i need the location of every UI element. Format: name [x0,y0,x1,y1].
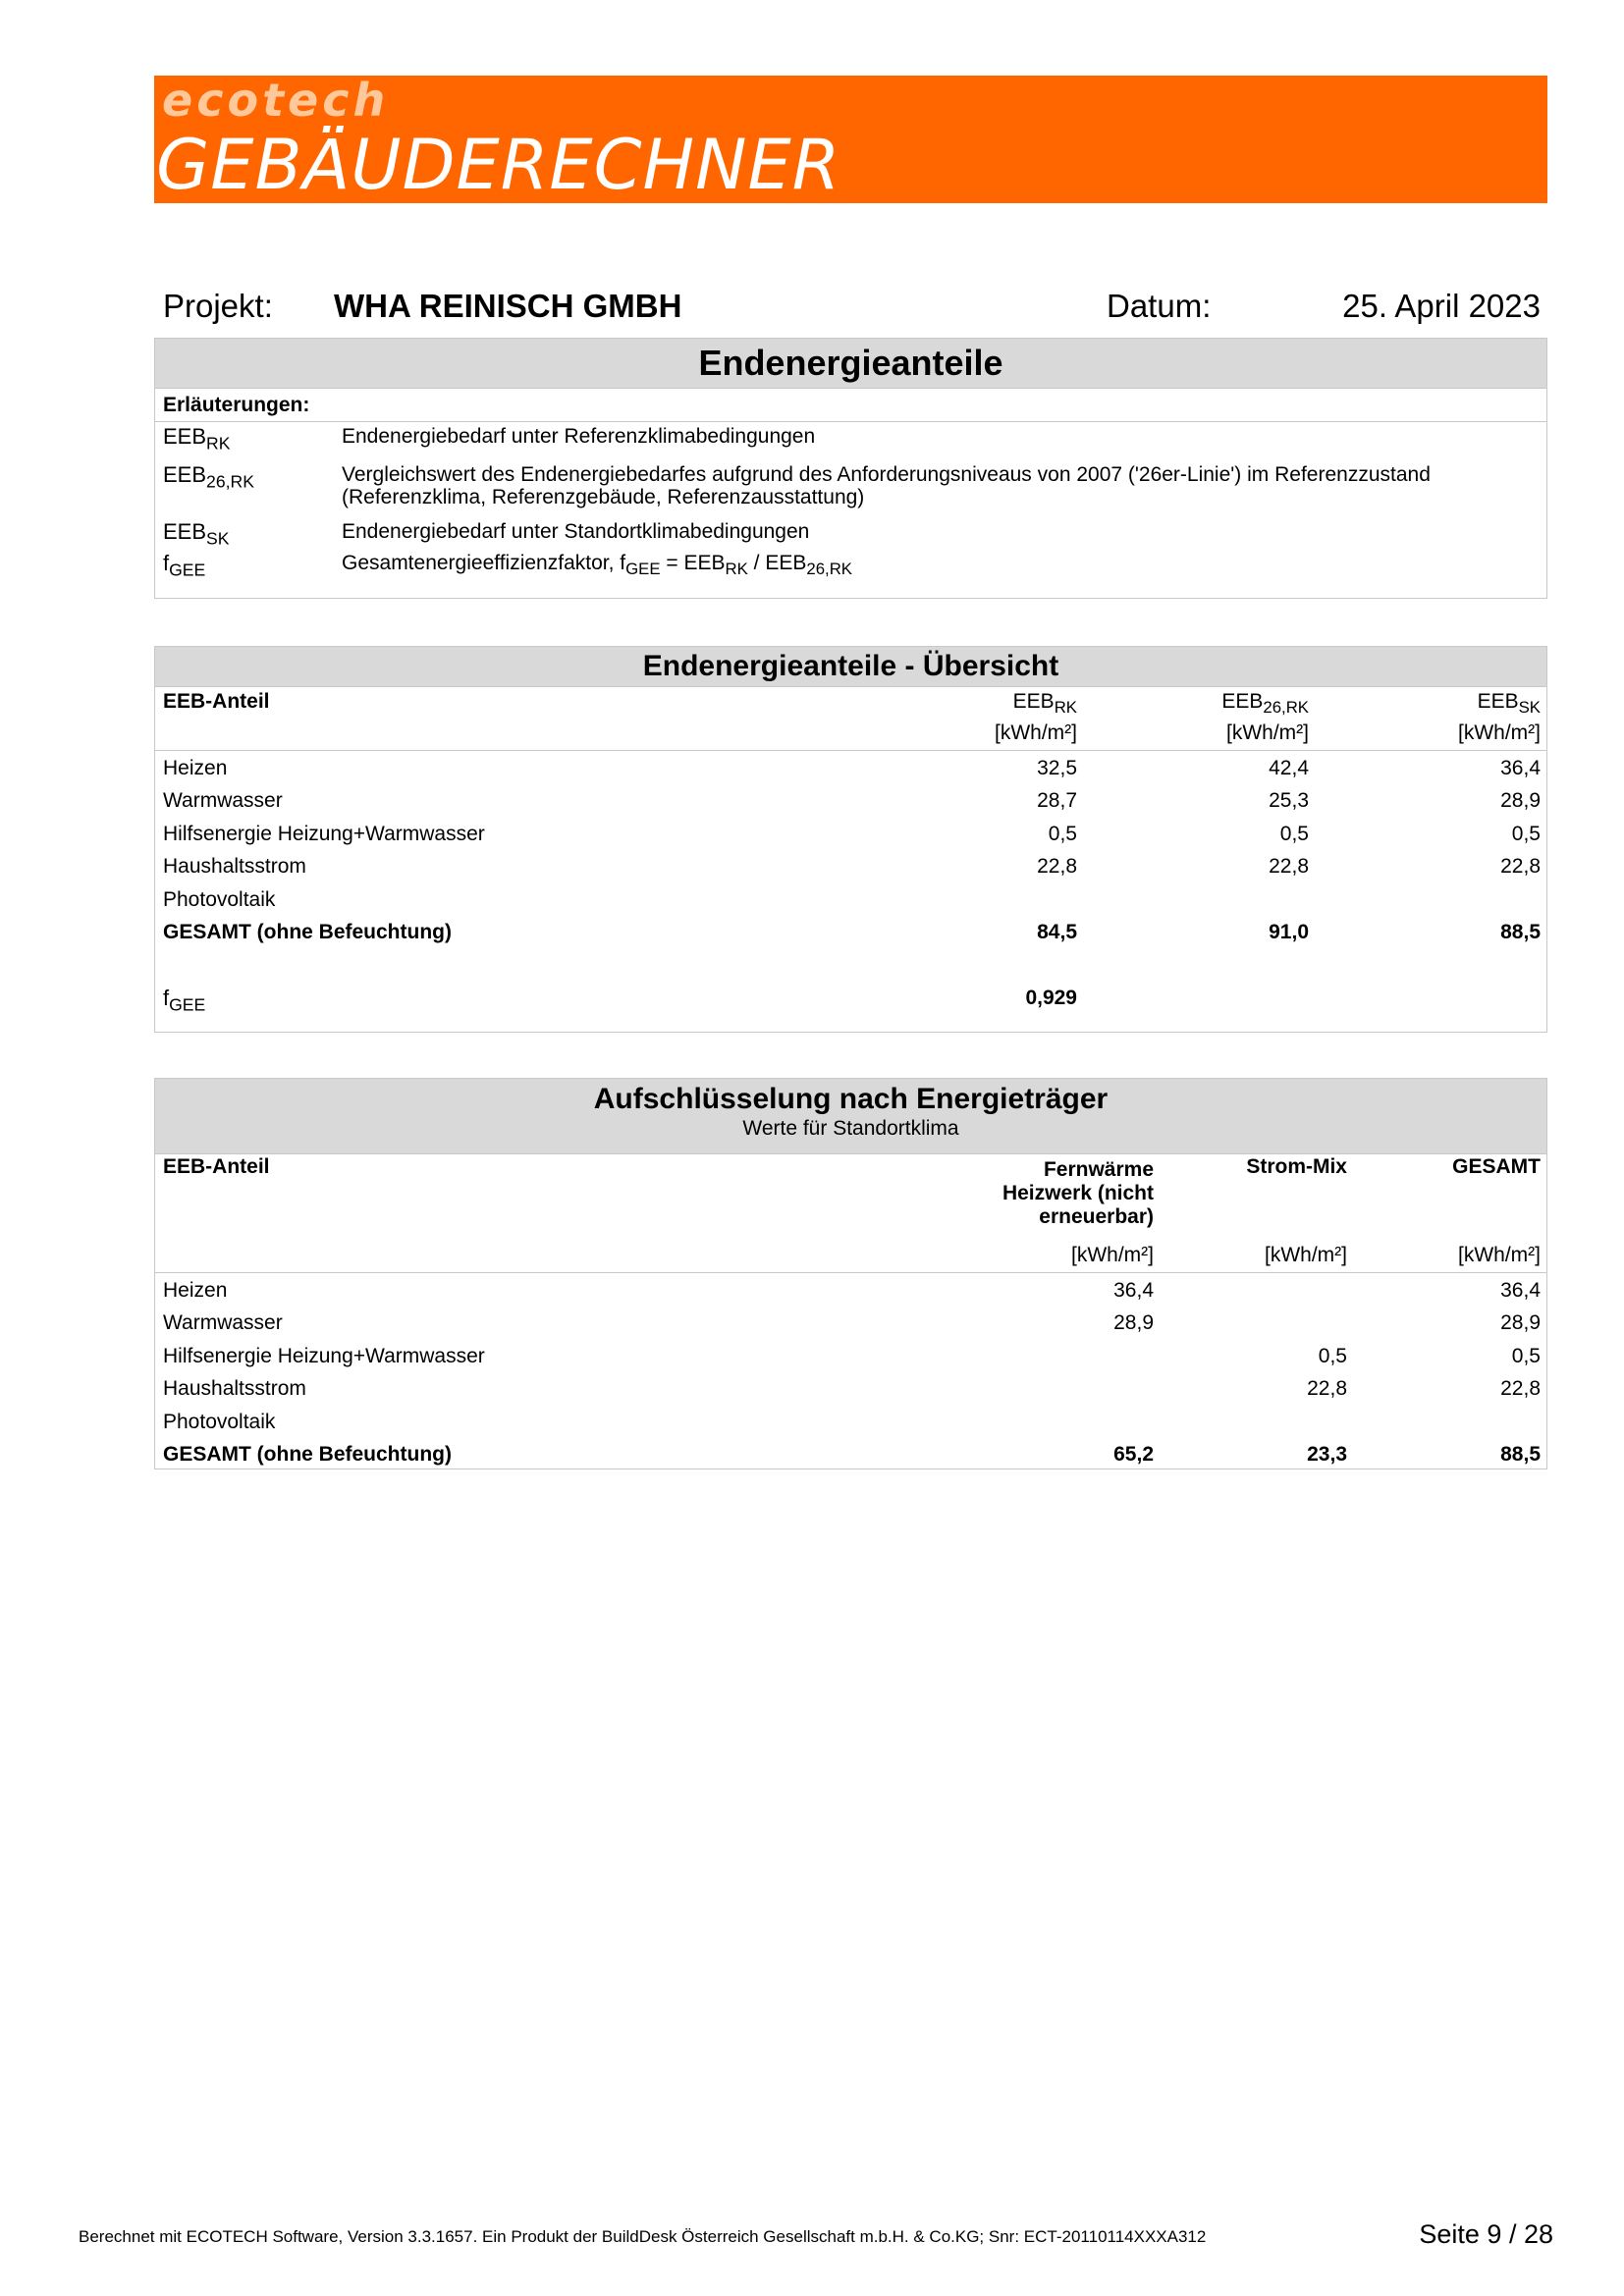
fgee-value: 0,929 [1025,987,1077,1009]
table-row [155,1274,1546,1307]
cell-value: 88,5 [1500,1443,1541,1466]
definition-row-eeb-rk [155,422,1546,459]
row-label: Photovoltaik [163,888,276,911]
column-header-gesamt: GESAMT [1452,1155,1541,1178]
logo-line-ecotech: ecotech [162,74,390,127]
cell-value: 22,8 [1269,855,1309,878]
definition-symbol: $EEB_{SK}$ [163,519,230,549]
definition-text: Vergleichswert des Endenergiebedarfes aufgrund des Anforderungsniveaus von 2007 ('26er-Linie') im Referenzzustand (Referenzklima, Referenzgebäude, Referenzausstattung) [342,463,1431,508]
table-row [155,1307,1546,1339]
section-aufschluesselung [154,1078,1547,1469]
column-header-eeb-anteil: EEB-Anteil [163,1155,270,1178]
column-header-eeb-rk: $EEB_{RK}$ [1012,690,1077,718]
ecotech-logo [154,76,1547,203]
row-label: Heizen [163,1279,228,1302]
definition-row-eeb-26rk [155,459,1546,520]
table-header-row [155,1154,1546,1243]
cell-value: 91,0 [1269,921,1309,943]
cell-value: 0,5 [1511,1345,1541,1367]
cell-value: 0,5 [1048,823,1077,845]
cell-value: 84,5 [1037,921,1077,943]
table-header-row [155,687,1546,720]
row-label: Heizen [163,757,228,779]
cell-value: 0,5 [1318,1345,1347,1367]
row-label: GESAMT (ohne Befeuchtung) [163,1443,452,1466]
definition-symbol: $f_{GEE}$ [163,551,206,580]
project-label: Projekt: [163,288,273,324]
unit-label: [kWh/m²] [1071,1244,1154,1266]
row-label: Haushaltsstrom [163,855,306,878]
cell-value: 88,5 [1500,921,1541,943]
table-row [155,752,1546,784]
table-row [155,1406,1546,1438]
section-subtitle: Werte für Standortklima [742,1117,959,1140]
cell-value: 22,8 [1307,1377,1347,1400]
table-unit-row [155,717,1546,749]
cell-value: 65,2 [1113,1443,1154,1466]
cell-value: 28,7 [1037,789,1077,812]
definition-symbol: $EEB_{26,RK}$ [163,462,254,492]
unit-label: [kWh/m²] [1265,1244,1347,1266]
column-header-eeb-anteil: EEB-Anteil [163,690,270,713]
cell-value: 22,8 [1500,855,1541,878]
row-label: Haushaltsstrom [163,1377,306,1400]
cell-value: 0,5 [1511,823,1541,845]
cell-value: 25,3 [1269,789,1309,812]
fgee-symbol: $f_{GEE}$ [163,986,206,1015]
logo-line-gebaeuderechner: GEBÄUDERECHNER [156,125,841,205]
table-row [155,784,1546,817]
footer-software-note: Berechnet mit ECOTECH Software, Version 3.3.1657. Ein Produkt der BuildDesk Österreich Gesellschaft m.b.H. & Co.KG; Snr: ECT-20110114XXXA312 [79,2227,1207,2246]
row-label: Warmwasser [163,1311,283,1334]
row-label: Warmwasser [163,789,283,812]
section-title: Aufschlüsselung nach Energieträger [593,1083,1109,1115]
definition-text: Gesamtenergieeffizienzfaktor, $f_{GEE} = EEB_{RK} / EEB_{26,RK}$ [342,552,852,579]
date-label: Datum: [1107,288,1212,324]
table-row [155,818,1546,850]
cell-value: 28,9 [1500,789,1541,812]
fgee-row [155,982,1546,1014]
cell-value: 36,4 [1500,1279,1541,1302]
section-uebersicht [154,646,1547,1033]
section-title: Endenergieanteile - Übersicht [155,646,1546,687]
cell-value: 36,4 [1500,757,1541,779]
explanations-label: Erläuterungen: [155,389,1546,422]
cell-value: 42,4 [1269,757,1309,779]
column-header-fernwaerme: Fernwärme Heizwerk (nicht erneuerbar) [1001,1158,1154,1228]
unit-label: [kWh/m²] [1458,1244,1541,1266]
cell-value: 0,5 [1279,823,1309,845]
unit-label: [kWh/m²] [995,721,1077,744]
date-value: 25. April 2023 [1342,288,1541,324]
definition-row-fgee [155,550,1546,585]
definition-text: Endenergiebedarf unter Standortklimabedingungen [342,520,810,543]
unit-label: [kWh/m²] [1226,721,1309,744]
page-number: Seite 9 / 28 [1419,2219,1553,2249]
cell-value: 32,5 [1037,757,1077,779]
column-header-strom-mix: Strom-Mix [1246,1155,1347,1178]
cell-value: 28,9 [1113,1311,1154,1334]
cell-value: 36,4 [1113,1279,1154,1302]
row-label: Hilfsenergie Heizung+Warmwasser [163,1345,485,1367]
column-header-eeb-26rk: $EEB_{26,RK}$ [1221,690,1309,718]
section-title: Endenergieanteile [155,338,1546,389]
section-title-block [155,1078,1546,1154]
divider [155,1272,1546,1273]
table-row [155,1372,1546,1405]
row-label: Hilfsenergie Heizung+Warmwasser [163,823,485,845]
definition-text: Endenergiebedarf unter Referenzklimabedingungen [342,425,816,448]
definition-row-eeb-sk [155,520,1546,550]
row-label: GESAMT (ohne Befeuchtung) [163,921,452,943]
table-row [155,850,1546,882]
cell-value: 28,9 [1500,1311,1541,1334]
cell-value: 22,8 [1037,855,1077,878]
divider [155,750,1546,751]
cell-value: 23,3 [1307,1443,1347,1466]
cell-value: 22,8 [1500,1377,1541,1400]
column-header-eeb-sk: $EEB_{SK}$ [1477,690,1541,718]
table-total-row [155,916,1546,948]
definition-symbol: $EEB_{RK}$ [163,424,231,454]
row-label: Photovoltaik [163,1411,276,1433]
table-row [155,883,1546,916]
unit-label: [kWh/m²] [1458,721,1541,744]
project-name: WHA REINISCH GMBH [334,288,682,324]
table-total-row [155,1438,1546,1470]
table-row [155,1340,1546,1372]
table-unit-row [155,1239,1546,1271]
section-endenergieanteile [154,338,1547,599]
